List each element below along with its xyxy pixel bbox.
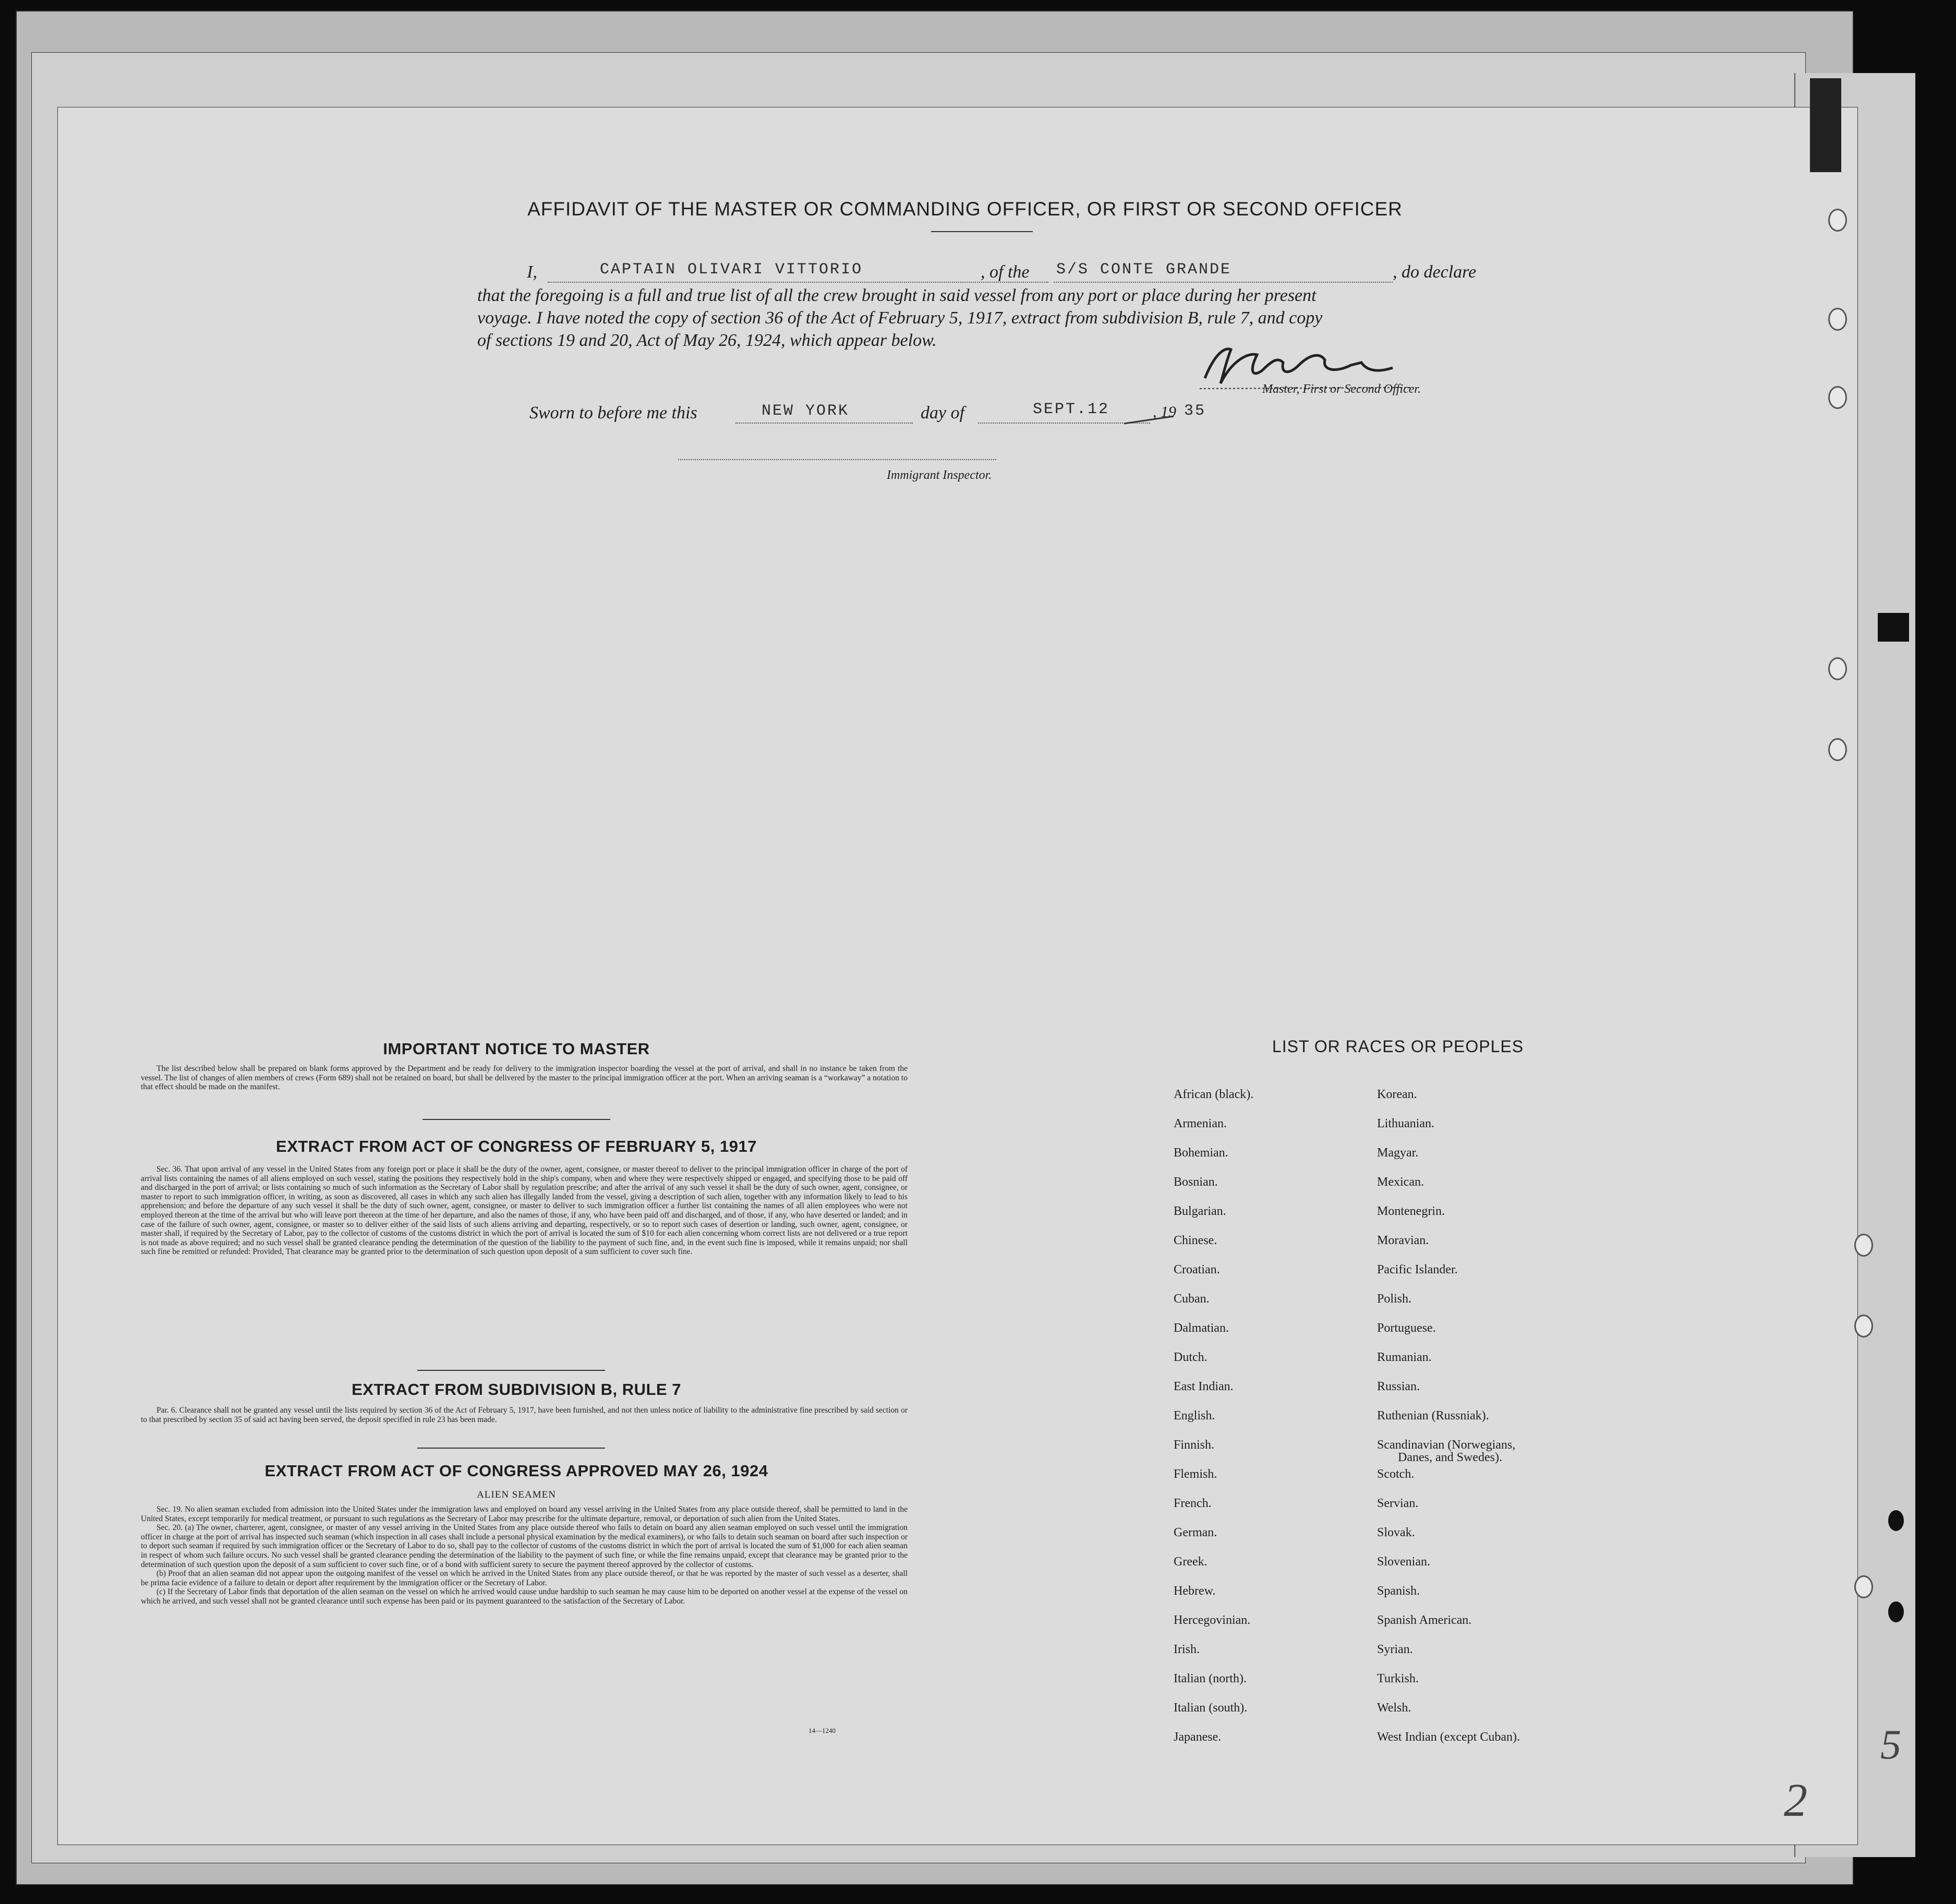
punch-hole bbox=[1828, 308, 1847, 331]
race-item: Russian. bbox=[1377, 1380, 1420, 1393]
sworn-place: NEW YORK bbox=[762, 402, 850, 420]
section-19-paragraph: Sec. 19. No alien seaman excluded from admission into the United States under the immigration laws and employed on board any vessel arriving in the United States from any place outside thereof, shall be permitted to land in the United States, except temporarily for medical treatment, or pursuant to such regulations as the Secretary of Labor may prescribe for the ultimate departure, removal, or deportation of such alien from the United States. bbox=[141, 1505, 908, 1523]
section-36-paragraph: Sec. 36. That upon arrival of any vessel in the United States from any foreign port or place it shall be the duty of the owner, agent, consignee, or master thereof to deliver to the principal immigration officer in charge of the port of arrival lists containing the names of all aliens employed on such vessel, stating the positions they respectively hold in the ship's company, when and where they were respectively shipped or engaged, and specifying those to be paid off and discharged in the port of arrival; or lists containing so much of such information as the Secretary of Labor shall by regulation prescribe; and after the arrival of any such vessel it shall be the duty of such owner, agent, consignee, or master to report to such immigration officer, in writing, as soon as discovered, all cases in which any such alien has illegally landed from the vessel, giving a description of such alien, together with any information likely to lead to his apprehension; and before the departure of any such vessel it shall be the duty of such owner, agent, consignee, or master to deliver to such immigration officer a further list containing the names of all alien employees who were not employed thereon at the time of the arrival but who will leave port thereon at the time of her departure, and also the names of those, if any, who have been paid off and discharged, and of those, if any, who have deserted or landed; and in case of the failure of such owner, agent, consignee, or master so to deliver either of the said lists of such aliens arriving and departing, respectively, or so to report such cases of desertion or landing, such owner, agent, consignee, or master shall, if required by the Secretary of Labor, pay to the collector of customs of the customs district in which the port of arrival is located the sum of $10 for each alien concerning whom correct lists are not delivered or a true report is not made as above required; and no such vessel shall be granted clearance pending the determination of the question of the liability to the payment of such fine, and, in the event such fine is imposed, while it remains unpaid; nor shall such fine be remitted or refunded: Provided, That clearance may be granted prior to the determination of such question upon deposit of a sum sufficient to cover such fine. bbox=[141, 1165, 908, 1257]
race-item: Bulgarian. bbox=[1174, 1204, 1226, 1218]
punch-hole bbox=[1828, 209, 1847, 232]
notice-title: IMPORTANT NOTICE TO MASTER bbox=[383, 1040, 650, 1058]
race-item: Turkish. bbox=[1377, 1672, 1419, 1685]
vessel-name: S/S CONTE GRANDE bbox=[1056, 261, 1232, 279]
declaration-mid: , of the bbox=[981, 262, 1030, 282]
race-item: Polish. bbox=[1377, 1292, 1412, 1306]
race-item: Italian (south). bbox=[1174, 1701, 1248, 1715]
race-item: Moravian. bbox=[1377, 1234, 1429, 1247]
race-item: Spanish American. bbox=[1377, 1613, 1472, 1627]
declaration-prefix: I, bbox=[527, 262, 537, 282]
race-item: Irish. bbox=[1174, 1643, 1200, 1656]
declaration-suffix: , do declare bbox=[1393, 262, 1477, 282]
declaration-line-2: that the foregoing is a full and true list of all the crew brought in said vessel from any port or place during her present bbox=[477, 286, 1317, 305]
race-item: Spanish. bbox=[1377, 1584, 1420, 1598]
race-item: Flemish. bbox=[1174, 1467, 1217, 1481]
race-item: Syrian. bbox=[1377, 1643, 1413, 1656]
punch-hole bbox=[1854, 1575, 1873, 1598]
form-number: 14—1240 bbox=[808, 1727, 836, 1734]
master-name-field bbox=[548, 282, 1048, 283]
race-item: Bohemian. bbox=[1174, 1146, 1228, 1160]
race-item: Cuban. bbox=[1174, 1292, 1210, 1306]
race-item: Hebrew. bbox=[1174, 1584, 1216, 1598]
binding-clip bbox=[1810, 78, 1841, 172]
race-item: Ruthenian (Russniak). bbox=[1377, 1409, 1489, 1423]
sworn-year: 35 bbox=[1184, 402, 1206, 420]
race-item: Lithuanian. bbox=[1377, 1117, 1434, 1130]
notice-body bbox=[141, 1064, 908, 1092]
alien-seamen-subtitle: ALIEN SEAMEN bbox=[477, 1489, 556, 1500]
race-item: Welsh. bbox=[1377, 1701, 1411, 1715]
vessel-field bbox=[1054, 282, 1393, 283]
race-item: Montenegrin. bbox=[1377, 1204, 1445, 1218]
race-item: Greek. bbox=[1174, 1555, 1208, 1569]
race-item: Scandinavian (Norwegians, bbox=[1377, 1438, 1516, 1452]
punch-hole bbox=[1854, 1234, 1873, 1257]
race-item: Slovenian. bbox=[1377, 1555, 1430, 1569]
section-rule bbox=[417, 1370, 605, 1371]
extract-1924-body bbox=[141, 1505, 908, 1606]
sworn-prefix: Sworn to before me this bbox=[529, 403, 697, 423]
race-item: Magyar. bbox=[1377, 1146, 1419, 1160]
sworn-day-of: day of bbox=[921, 403, 965, 423]
race-item: Bosnian. bbox=[1174, 1175, 1218, 1189]
dark-hole bbox=[1888, 1510, 1904, 1531]
race-item: English. bbox=[1174, 1409, 1215, 1423]
race-item: Scotch. bbox=[1377, 1467, 1415, 1481]
affidavit-title: AFFIDAVIT OF THE MASTER OR COMMANDING OFFICER, OR FIRST OR SECOND OFFICER bbox=[527, 198, 1403, 220]
race-item: Mexican. bbox=[1377, 1175, 1424, 1189]
declaration-line-4: of sections 19 and 20, Act of May 26, 1924, which appear below. bbox=[477, 331, 937, 350]
race-item: Chinese. bbox=[1174, 1234, 1217, 1247]
extract-1917-title: EXTRACT FROM ACT OF CONGRESS OF FEBRUARY 5, 1917 bbox=[276, 1137, 757, 1155]
section-20a-paragraph: Sec. 20. (a) The owner, charterer, agent, consignee, or master of any vessel arriving in the United States from any place outside thereof who fails to detain on board any alien seaman employed on such vessel until the immigration officer in charge at the port of arrival has inspected such seaman (which inspection in all cases shall include a personal physical examination by the medical examiners), or who fails to detain such seaman on board after such inspection or to deport such seaman if required by such immigration officer or the Secretary of Labor to do so, shall pay to the collector of customs of the customs district in which the port of arrival is located the sum of $1,000 for each alien seaman in respect of whom such failure occurs. No such vessel shall be granted clearance pending the determination of the liability to the payment of such fine, or while the fine remains unpaid, except that clearance may be granted prior to the determination of such question upon the deposit of a sum sufficient to cover such fine, or of a bond with sufficient surety to secure the payment thereof approved by the collector of customs. bbox=[141, 1523, 908, 1569]
extract-rule7-title: EXTRACT FROM SUBDIVISION B, RULE 7 bbox=[352, 1380, 681, 1399]
races-title: LIST OR RACES OR PEOPLES bbox=[1272, 1037, 1524, 1056]
race-item: Korean. bbox=[1377, 1088, 1417, 1101]
race-item: West Indian (except Cuban). bbox=[1377, 1730, 1520, 1744]
title-rule bbox=[931, 231, 1033, 232]
inspector-signature-field bbox=[678, 459, 996, 460]
punch-hole bbox=[1854, 1315, 1873, 1337]
punch-hole bbox=[1828, 386, 1847, 409]
section-rule bbox=[417, 1448, 605, 1449]
race-item: Slovak. bbox=[1377, 1526, 1415, 1539]
race-item: German. bbox=[1174, 1526, 1217, 1539]
race-item: Finnish. bbox=[1174, 1438, 1215, 1452]
section-rule bbox=[422, 1119, 610, 1120]
race-item: Italian (north). bbox=[1174, 1672, 1247, 1685]
notice-paragraph: The list described below shall be prepared on blank forms approved by the Department and be ready for delivery to the immigration inspector boarding the vessel at the port of arrival, and shall in no instance be taken from the vessel. The list of changes of alien members of crews (Form 689) shall not be retained on board, but shall be delivered by the master to the principal immigration officer at the port. When an arriving seaman is a “workaway” a notation to that effect should be made on the manifest. bbox=[141, 1064, 908, 1092]
master-name: CAPTAIN OLIVARI VITTORIO bbox=[600, 261, 863, 279]
race-item: African (black). bbox=[1174, 1088, 1254, 1101]
paragraph-6: Par. 6. Clearance shall not be granted any vessel until the lists required by section 36 of the Act of February 5, 1917, have been furnished, and not then unless notice of liability to the administrative fine prescribed by said section or to that prescribed by section 35 of said act having been served, the deposit specified in rule 23 has been made. bbox=[141, 1406, 908, 1424]
handwritten-corner-mark: 2 bbox=[1784, 1775, 1807, 1826]
race-item: Servian. bbox=[1377, 1497, 1419, 1510]
race-item: Pacific Islander. bbox=[1377, 1263, 1458, 1276]
inspector-caption: Immigrant Inspector. bbox=[887, 468, 992, 482]
race-item: Japanese. bbox=[1174, 1730, 1222, 1744]
race-item: Dutch. bbox=[1174, 1351, 1208, 1364]
declaration-line-3: voyage. I have noted the copy of section 36 of the Act of February 5, 1917, extract from subdivision B, rule 7, and copy bbox=[477, 308, 1323, 328]
section-20c-paragraph: (c) If the Secretary of Labor finds that deportation of the alien seaman on the vessel on which he arrived would cause undue hardship to such seaman he may cause him to be deported on another vessel at the expense of the vessel on which he arrived, and such vessel shall not be granted clearance until such expense has been paid or its payment guaranteed to the satisfaction of the Secretary of Labor. bbox=[141, 1587, 908, 1606]
race-item: Portuguese. bbox=[1377, 1321, 1436, 1335]
race-item: Armenian. bbox=[1174, 1117, 1227, 1130]
extract-1924-title: EXTRACT FROM ACT OF CONGRESS APPROVED MAY 26, 1924 bbox=[264, 1462, 768, 1480]
race-item: French. bbox=[1174, 1497, 1212, 1510]
section-20b-paragraph: (b) Proof that an alien seaman did not appear upon the outgoing manifest of the vessel on which he arrived in the United States from any place outside thereof, or that he was reported by the master of such vessel as a deserter, shall be prima facie evidence of a failure to detain or deport after requirement by the immigration officer or the Secretary of Labor. bbox=[141, 1569, 908, 1587]
race-item: Croatian. bbox=[1174, 1263, 1220, 1276]
sworn-year-prefix: , 19 bbox=[1153, 403, 1176, 420]
sworn-place-field bbox=[735, 423, 913, 424]
race-item: East Indian. bbox=[1174, 1380, 1234, 1393]
race-item: Hercegovinian. bbox=[1174, 1613, 1251, 1627]
handwritten-page-number: 5 bbox=[1880, 1722, 1901, 1768]
extract-1917-body bbox=[141, 1165, 908, 1257]
race-item-continuation: Danes, and Swedes). bbox=[1398, 1451, 1502, 1464]
dark-hole bbox=[1888, 1601, 1904, 1622]
signature-caption: Master, First or Second Officer. bbox=[1262, 382, 1421, 396]
punch-hole bbox=[1828, 738, 1847, 761]
extract-rule7-body bbox=[141, 1406, 908, 1424]
race-item: Rumanian. bbox=[1377, 1351, 1432, 1364]
sworn-date: SEPT.12 bbox=[1033, 401, 1110, 418]
race-item: Dalmatian. bbox=[1174, 1321, 1229, 1335]
punch-hole bbox=[1828, 657, 1847, 680]
binding-tab bbox=[1878, 613, 1909, 642]
